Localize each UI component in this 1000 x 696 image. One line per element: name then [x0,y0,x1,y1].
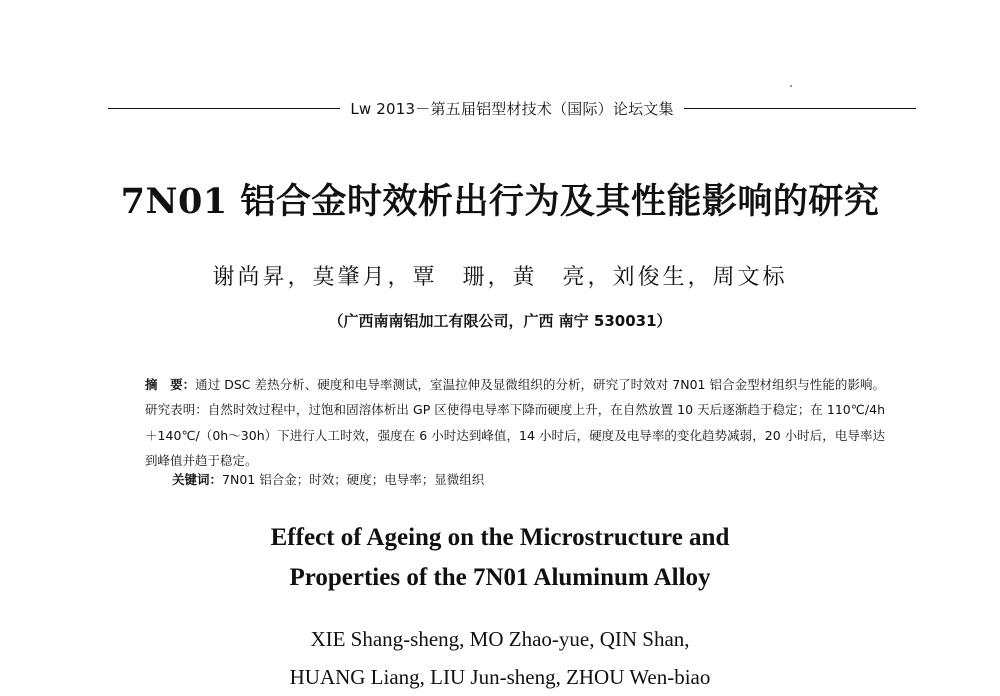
header-rule-right [684,108,916,109]
keywords-chinese [172,470,885,490]
paper-title-chinese: 7N01 铝合金时效析出行为及其性能影响的研究 [120,181,880,222]
running-header [108,96,916,120]
authors-english-line-1: XIE Shang-sheng, MO Zhao-yue, QIN Shan, [310,627,690,651]
header-rule-left [108,108,340,109]
authors-english-line-2: HUANG Liang, LIU Jun-sheng, ZHOU Wen-biao [289,665,711,689]
scan-speck [790,85,792,87]
title-english-line-1: Effect of Ageing on the Microstructure and [270,524,730,551]
header-text: Lw 2013－第五届铝型材技术（国际）论坛文集 [350,99,674,118]
authors-english [0,620,1000,696]
affiliation-chinese: （广西南南铝加工有限公司，广西 南宁 530031） [328,312,672,330]
keywords-label: 关键词： [172,472,223,487]
keywords-text: 7N01 铝合金；时效；硬度；电导率；显微组织 [222,472,485,487]
title-english-line-2: Properties of the 7N01 Aluminum Alloy [289,564,711,591]
paper-title-english [0,518,1000,598]
abstract-label: 摘 要： [145,377,196,392]
abstract-text: 通过 DSC 差热分析、硬度和电导率测试，室温拉伸及显微组织的分析，研究了时效对 7N01 铝合金型材组织与性能的影响。研究表明：自然时效过程中，过饱和固溶体析出 GP 区使得电导率下降而硬度上升，在自然放置 10 天后逐渐趋于稳定；在 110℃/4h＋140℃/（0h～30h）下进行人工时效，强度在 6 小时达到峰值，14 小时后，硬度及电导率的变化趋势减弱，20 小时后，电导率达到峰值并趋于稳定。 [145,377,885,468]
abstract-chinese [145,372,885,473]
authors-chinese: 谢尚昇，莫肇月，覃 珊，黄 亮，刘俊生，周文标 [212,265,788,290]
